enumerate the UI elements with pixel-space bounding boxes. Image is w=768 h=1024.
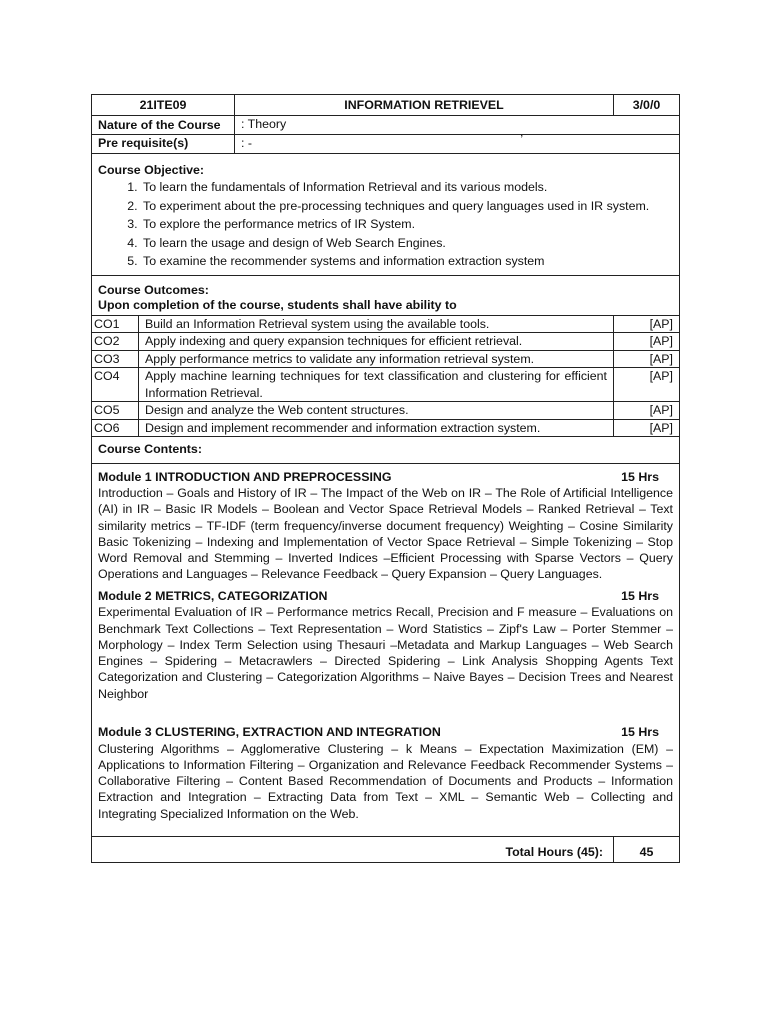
module-hours: 15 Hrs [621, 588, 659, 603]
outcome-text: Design and implement recommender and information extraction system. [139, 419, 614, 437]
module-body: Experimental Evaluation of IR – Performance metrics Recall, Precision and F measure – Evaluations on Benchmark Text Collections – Text Representation – Word Statistics – Zipf's Law – Porter Stemmer – Morphology – Index Term Selection using Thesauri –Metadata and Markup Languages – Web Search Engines – Spidering – Metacrawlers – Directed Spidering – Link Analysis Shopping Agents Text Categorization and Clustering – Categorization Algorithms – Naive Bayes – Decision Trees and Nearest Neighbor [98, 605, 673, 701]
nature-label: Nature of the Course [92, 116, 235, 135]
prereq-value: : - [235, 135, 680, 154]
nature-row [92, 116, 680, 135]
objective-item: 5. To examine the recommender systems and information extraction system [141, 252, 673, 271]
outcome-row [92, 350, 680, 368]
contents-title: Course Contents: [92, 437, 680, 464]
outcome-text: Design and analyze the Web content structures. [139, 402, 614, 420]
nature-trailing-mark: , [520, 125, 524, 139]
course-code: 21ITE09 [92, 95, 235, 116]
objective-item: 1. To learn the fundamentals of Information Retrieval and its various models. [141, 178, 673, 197]
outcome-text: Build an Information Retrieval system using the available tools. [139, 315, 614, 333]
outcome-level: [AP] [614, 368, 680, 402]
module-body: Clustering Algorithms – Agglomerative Clustering – k Means – Expectation Maximization (EM) – Applications to Information Filtering – Organization and Relevance Feedback Recommender Systems – Collaborative Filtering – Content Based Recommendation of Documents and Products – Information Extraction and Integration – Extracting Data from Text – XML – Semantic Web – Collecting and Integrating Specialized Information on the Web. [98, 741, 673, 821]
module-hours: 15 Hrs [621, 469, 659, 484]
contents-cell [92, 463, 680, 837]
course-credits: 3/0/0 [614, 95, 680, 116]
outcome-level: [AP] [614, 419, 680, 437]
objectives-title: Course Objective: [98, 162, 205, 177]
course-title: INFORMATION RETRIEVEL [235, 95, 614, 116]
module-hours: 15 Hrs [621, 725, 659, 740]
total-row [92, 837, 680, 863]
outcome-row [92, 402, 680, 420]
total-value: 45 [614, 837, 680, 863]
objectives-list [98, 178, 673, 271]
outcome-row [92, 333, 680, 351]
objectives-row [92, 153, 680, 275]
outcome-row [92, 315, 680, 333]
syllabus-sheet [91, 94, 679, 863]
outcome-text: Apply machine learning techniques for text classification and clustering for efficient Information Retrieval. [139, 368, 614, 402]
module-heading [98, 470, 673, 486]
contents-title-row [92, 437, 680, 464]
module-title: Module 2 METRICS, CATEGORIZATION [98, 588, 328, 603]
outcome-id: CO3 [92, 350, 139, 368]
outcome-row [92, 368, 680, 402]
module-heading [98, 725, 673, 741]
outcome-id: CO5 [92, 402, 139, 420]
objective-item: 3. To explore the performance metrics of IR System. [141, 215, 673, 234]
module-heading [98, 589, 673, 605]
module-title: Module 1 INTRODUCTION AND PREPROCESSING [98, 469, 392, 484]
outcome-id: CO4 [92, 368, 139, 402]
outcome-text: Apply performance metrics to validate any information retrieval system. [139, 350, 614, 368]
outcome-id: CO1 [92, 315, 139, 333]
prereq-row [92, 135, 680, 154]
outcome-level: [AP] [614, 402, 680, 420]
outcomes-title-row [92, 275, 680, 315]
outcomes-title: Course Outcomes: [98, 282, 209, 297]
nature-cell [235, 116, 680, 139]
outcomes-heading [92, 275, 680, 315]
outcome-id: CO6 [92, 419, 139, 437]
objective-item: 4. To learn the usage and design of Web Search Engines. [141, 234, 673, 253]
objectives-cell [92, 153, 680, 275]
header-row [92, 95, 680, 116]
module-title: Module 3 CLUSTERING, EXTRACTION AND INTEGRATION [98, 725, 441, 740]
total-label: Total Hours (45): [92, 837, 614, 863]
objective-item: 2. To experiment about the pre-processing techniques and query languages used in IR system. [141, 197, 673, 216]
outcome-text: Apply indexing and query expansion techniques for efficient retrieval. [139, 333, 614, 351]
outcomes-subtitle: Upon completion of the course, students shall have ability to [98, 298, 457, 312]
outcome-id: CO2 [92, 333, 139, 351]
syllabus-table [91, 94, 680, 863]
outcome-level: [AP] [614, 333, 680, 351]
contents-row [92, 463, 680, 837]
nature-value: : Theory [241, 117, 287, 132]
outcome-level: [AP] [614, 350, 680, 368]
outcome-row [92, 419, 680, 437]
prereq-label: Pre requisite(s) [92, 135, 235, 154]
outcome-level: [AP] [614, 315, 680, 333]
module-body: Introduction – Goals and History of IR – The Impact of the Web on IR – The Role of Artificial Intelligence (AI) in IR – Basic IR Models – Boolean and Vector Space Retrieval Models – Ranked Retrieval – Text similarity metrics – TF-IDF (term frequency/inverse document frequency) Weighting – Cosine Similarity Basic Tokenizing – Indexing and Implementation of Vector Space Retrieval – Simple Tokenizing – Stop Word Removal and Stemming – Inverted Indices –Efficient Processing with Sparse Vectors – Query Operations and Languages – Relevance Feedback – Query Expansion – Query Languages. [98, 486, 673, 582]
